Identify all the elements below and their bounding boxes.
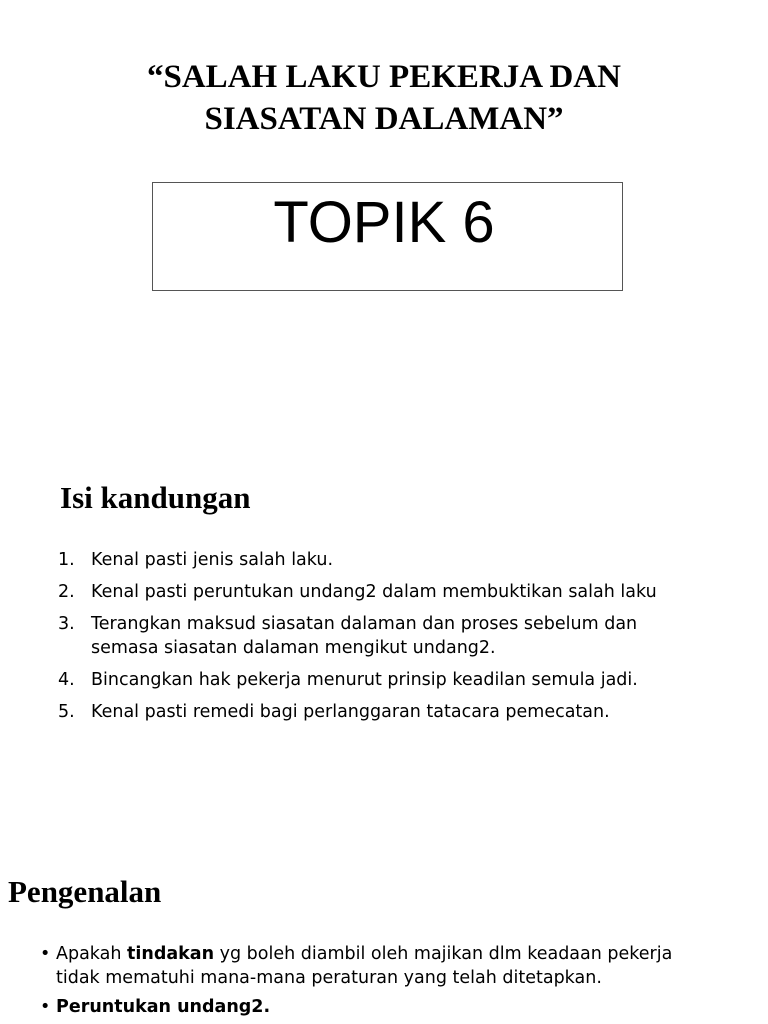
bullet-text: [56, 942, 740, 990]
list-item-number: 2.: [58, 582, 75, 602]
list-item-text: Kenal pasti jenis salah laku.: [91, 550, 334, 570]
list-item-number: 1.: [58, 550, 75, 570]
bullet-text-bold: tindakan: [127, 944, 215, 964]
list-item-number: 4.: [58, 670, 75, 690]
contents-list: [58, 548, 718, 732]
list-item: [58, 612, 718, 660]
list-item-text-line-2: semasa siasatan dalaman mengikut undang2.: [91, 638, 496, 658]
list-item-text: [91, 612, 718, 660]
contents-heading: Isi kandungan: [60, 480, 251, 515]
slide-title-line-1: “SALAH LAKU PEKERJA DAN: [147, 59, 621, 95]
list-item: [58, 548, 718, 572]
list-item-text: Bincangkan hak pekerja menurut prinsip keadilan semula jadi.: [91, 670, 638, 690]
list-item: [58, 668, 718, 692]
list-item-text: Kenal pasti remedi bagi perlanggaran tatacara pemecatan.: [91, 702, 610, 722]
list-item: [58, 700, 718, 724]
list-item-number: 3.: [58, 614, 75, 634]
list-item: [58, 580, 718, 604]
bullet-text-line-2: tidak mematuhi mana-mana peraturan yang telah ditetapkan.: [56, 968, 602, 988]
list-item: [40, 942, 740, 990]
list-item-text: Kenal pasti peruntukan undang2 dalam membuktikan salah laku: [91, 582, 657, 602]
bullet-text-pre: Apakah: [56, 944, 128, 964]
slide-title: [0, 56, 768, 140]
list-item-text-line-1: Terangkan maksud siasatan dalaman dan proses sebelum dan: [91, 614, 638, 634]
list-item-number: 5.: [58, 702, 75, 722]
topic-label: TOPIK 6: [273, 190, 495, 255]
intro-bullet-list: [40, 942, 740, 1024]
bullet-icon: •: [40, 944, 51, 964]
bullet-text-bold: Peruntukan undang2.: [56, 997, 271, 1017]
bullet-text-post: yg boleh diambil oleh majikan dlm keadaan pekerja: [214, 944, 673, 964]
list-item: [40, 995, 740, 1019]
bullet-icon: •: [40, 997, 51, 1017]
slide-title-line-2: SIASATAN DALAMAN”: [204, 101, 564, 137]
intro-heading: Pengenalan: [8, 874, 162, 909]
